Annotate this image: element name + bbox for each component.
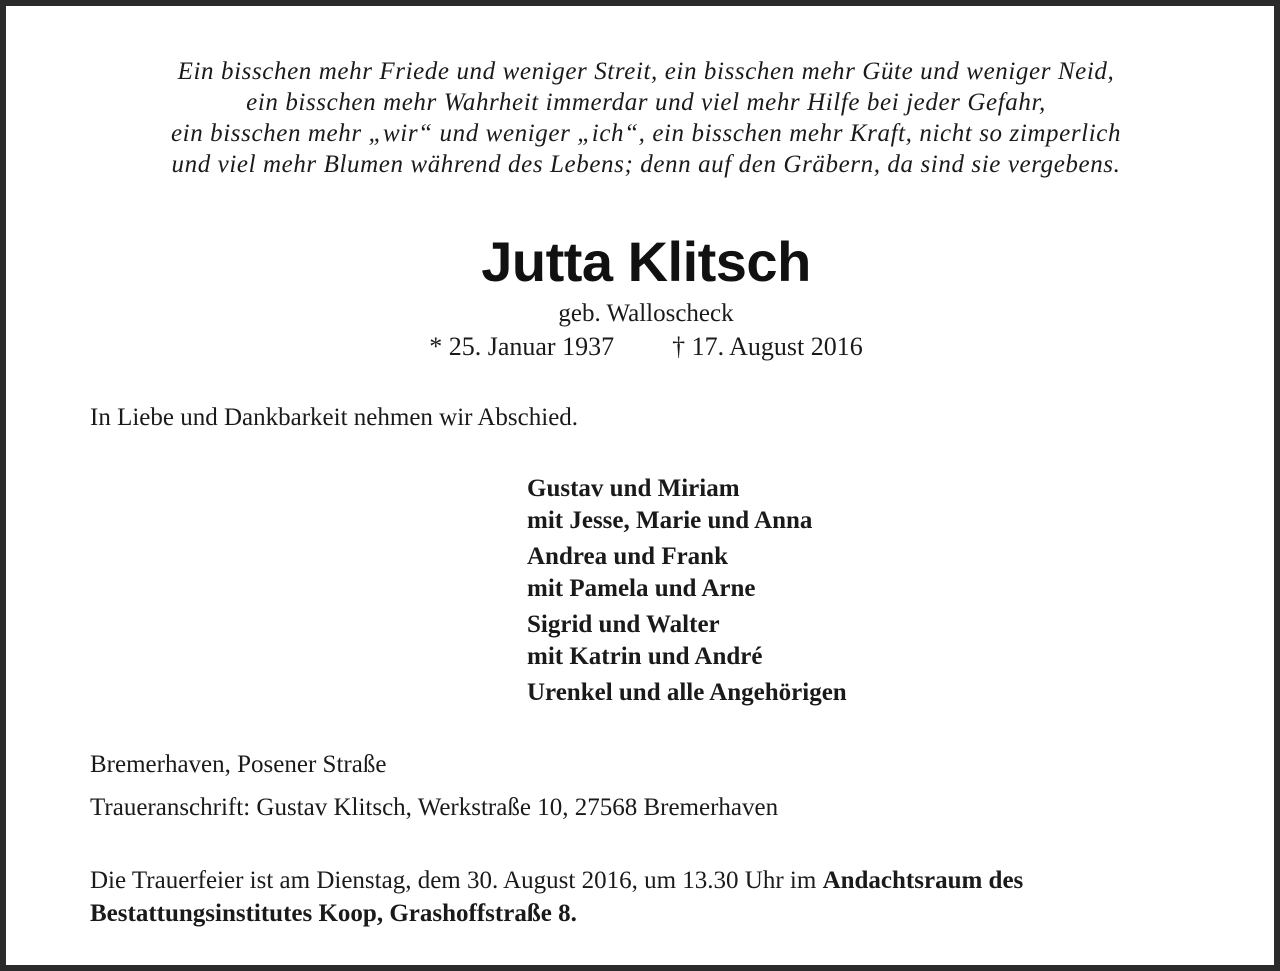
poem-line-4: und viel mehr Blumen während des Lebens; denn auf den Gräbern, da sind sie vergebens. — [171, 151, 1121, 178]
mourning-address: Traueranschrift: Gustav Klitsch, Werkstraße 10, 27568 Bremerhaven — [90, 794, 779, 821]
ceremony-info — [90, 864, 1210, 930]
family-members: Gustav und Miriam — [527, 475, 740, 502]
place-text: Bremerhaven, Posener Straße — [90, 751, 387, 778]
ceremony-line-2 — [90, 897, 1210, 930]
family-members: Sigrid und Walter — [527, 611, 720, 638]
ceremony-location-part1: Andachtsraum des — [822, 867, 1024, 894]
poem-line-2: ein bisschen mehr Wahrheit immerdar und viel mehr Hilfe bei jeder Gefahr, — [246, 89, 1046, 116]
family-group — [527, 541, 847, 605]
family-children: mit Jesse, Marie und Anna — [527, 507, 813, 534]
death-date: † 17. August 2016 — [672, 332, 863, 361]
ceremony-line-1 — [90, 864, 1210, 897]
family-members: Urenkel und alle Angehörigen — [527, 679, 847, 706]
family-group — [527, 609, 847, 673]
deceased-name: Jutta Klitsch — [481, 230, 811, 293]
family-members: Andrea und Frank — [527, 543, 728, 570]
farewell-text: In Liebe und Dankbarkeit nehmen wir Abschied. — [90, 404, 579, 431]
poem-line-1: Ein bisschen mehr Friede und weniger Streit, ein bisschen mehr Güte und weniger Neid, — [177, 58, 1115, 85]
maiden-name: geb. Walloscheck — [558, 300, 734, 327]
family-group — [527, 473, 847, 537]
life-dates — [6, 331, 1280, 363]
ceremony-location-part2: Bestattungsinstitutes Koop, Grashoffstraße 8. — [90, 900, 577, 927]
birth-date: * 25. Januar 1937 — [429, 332, 615, 361]
family-children: mit Katrin und André — [527, 643, 763, 670]
family-list — [527, 473, 847, 713]
poem-line-3: ein bisschen mehr „wir“ und weniger „ich“, ein bisschen mehr Kraft, nicht so zimperlich — [170, 120, 1122, 147]
poem — [66, 56, 1226, 180]
ceremony-text: Die Trauerfeier ist am Dienstag, dem 30. August 2016, um 13.30 Uhr im — [90, 867, 823, 894]
family-children: mit Pamela und Arne — [527, 575, 756, 602]
family-group — [527, 677, 847, 709]
